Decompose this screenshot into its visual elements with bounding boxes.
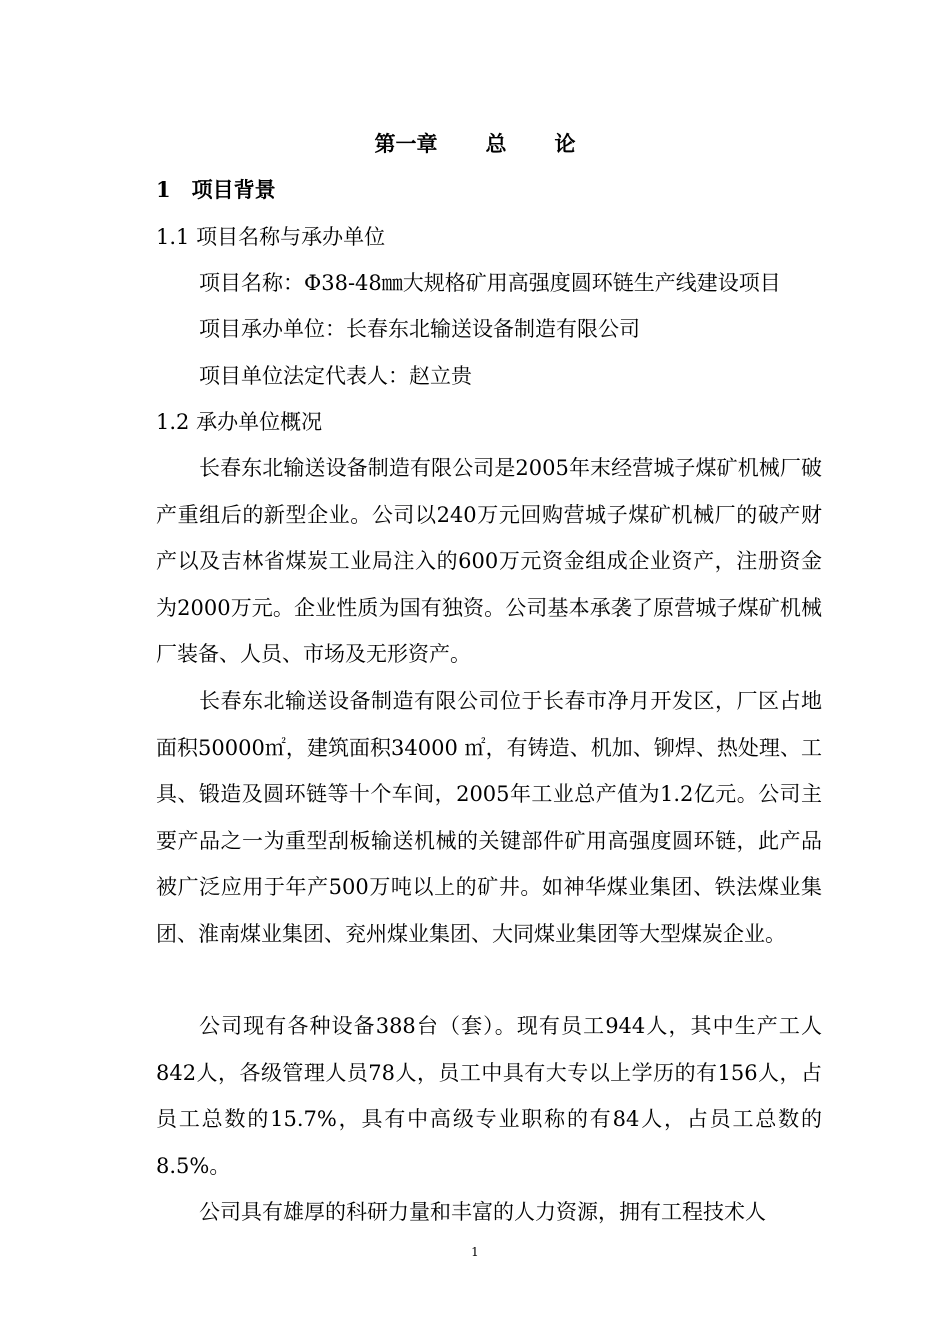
chapter-title	[0, 128, 950, 160]
section-heading-1: 1 项目背景	[156, 177, 276, 202]
section-heading-1-2: 1.2 承办单位概况	[156, 410, 323, 434]
paragraph-company-location: 长春东北输送设备制造有限公司位于长春市净月开发区，厂区占地面积50000㎡，建筑面积34000 ㎡，有铸造、机加、铆焊、热处理、工具、锻造及圆环链等十个车间，2005年工业总产值为1.2亿元。公司主要产品之一为重型刮板输送机械的关键部件矿用高强度圆环链，此产品被广泛应用于年产500万吨以上的矿井。如神华煤业集团、铁法煤业集团、淮南煤业集团、兖州煤业集团、大同煤业集团等大型煤炭企业。	[156, 689, 822, 946]
paragraph-company-staff: 公司现有各种设备388台（套）。现有员工944人，其中生产工人842人，各级管理人员78人，员工中具有大专以上学历的有156人，占员工总数的15.7%，具有中高级专业职称的有84人，占员工总数的8.5%。	[156, 1014, 822, 1178]
paragraph-company-history: 长春东北输送设备制造有限公司是2005年末经营城子煤矿机械厂破产重组后的新型企业。公司以240万元回购营城子煤矿机械厂的破产财产以及吉林省煤炭工业局注入的600万元资金组成企业资产，注册资金为2000万元。企业性质为国有独资。公司基本承袭了原营城子煤矿机械厂装备、人员、市场及无形资产。	[156, 456, 822, 666]
chapter-title-part2: 论	[554, 131, 576, 156]
legal-representative-line: 项目单位法定代表人：赵立贵	[199, 364, 472, 388]
chapter-title-part1: 总	[485, 131, 507, 156]
chapter-label: 第一章	[374, 131, 438, 156]
section-heading-1-1: 1.1 项目名称与承办单位	[156, 225, 386, 249]
project-name-line: 项目名称：Φ38-48㎜大规格矿用高强度圆环链生产线建设项目	[199, 271, 781, 295]
project-unit-line: 项目承办单位：长春东北输送设备制造有限公司	[199, 317, 640, 341]
paragraph-company-research: 公司具有雄厚的科研力量和丰富的人力资源，拥有工程技术人	[199, 1200, 766, 1224]
page-number: 1	[471, 1245, 479, 1259]
